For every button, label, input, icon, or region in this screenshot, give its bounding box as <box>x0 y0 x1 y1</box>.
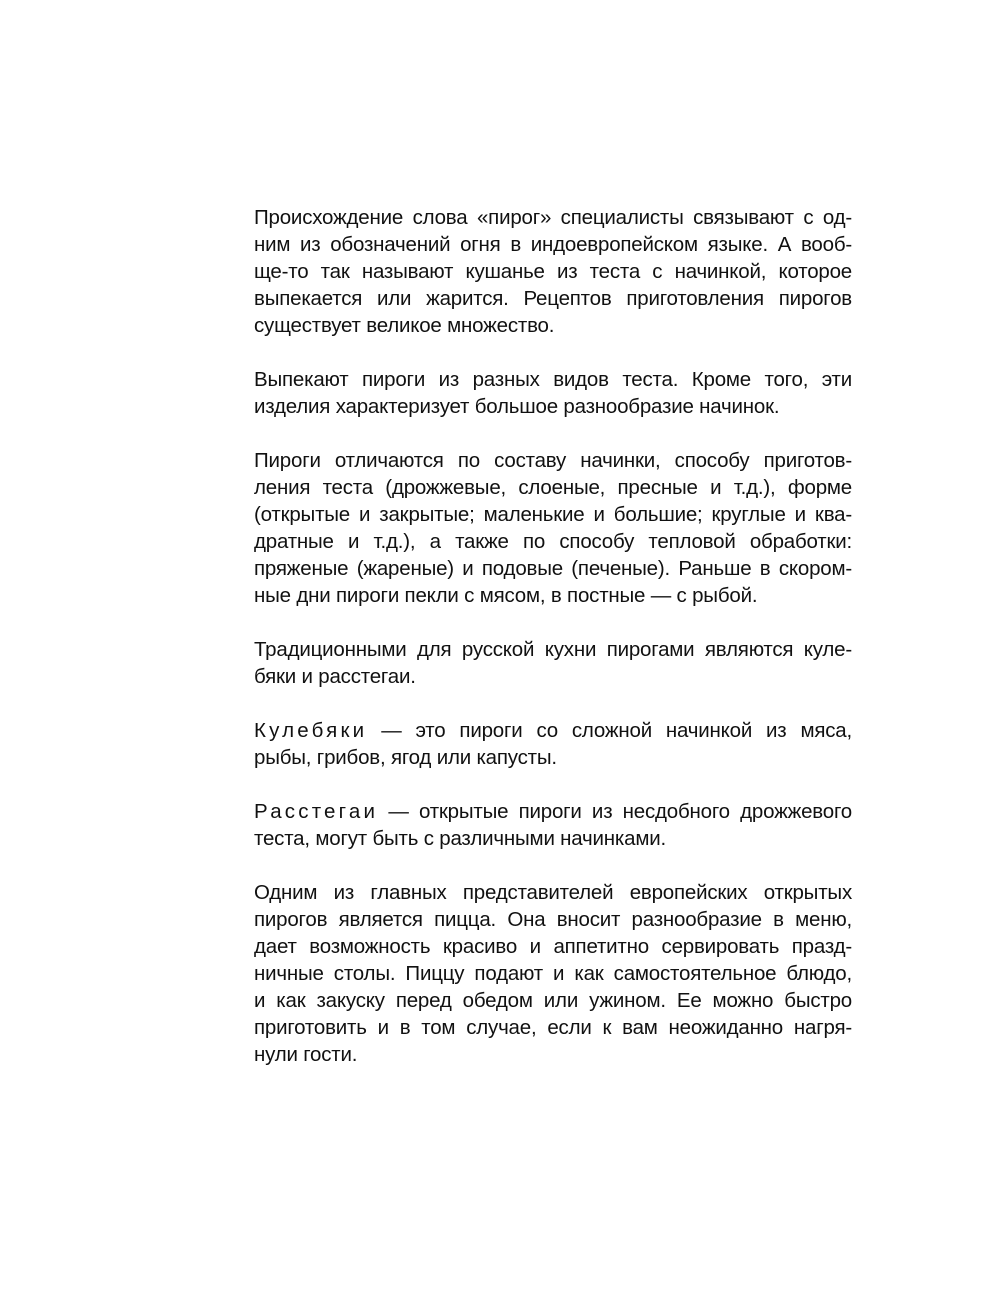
paragraph-traditional <box>254 636 852 690</box>
text-line: и как закуску перед обедом или ужином. Ее можно быстро <box>254 989 852 1012</box>
text-line: (открытые и закрытые; маленькие и большие; круглые и ква- <box>254 503 852 526</box>
text-line: пирогов является пицца. Она вносит разнообразие в меню, <box>254 908 852 931</box>
text-line: изделия характеризует большое разнообразие начинок. <box>254 395 780 418</box>
text-line: Выпекают пироги из разных видов теста. Кроме того, эти <box>254 368 852 391</box>
text-line: Традиционными для русской кухни пирогами являются куле- <box>254 638 852 661</box>
text-line: ним из обозначений огня в индоевропейском языке. А вооб- <box>254 233 852 256</box>
text-line <box>254 798 852 825</box>
term-rasstegai: Расстегаи <box>254 800 379 823</box>
paragraph-rasstegai <box>254 798 852 852</box>
text-line: теста, могут быть с различными начинками. <box>254 827 666 850</box>
text-line: существует великое множество. <box>254 314 555 337</box>
text-line: выпекается или жарится. Рецептов приготовления пирогов <box>254 287 852 310</box>
paragraph-pizza <box>254 879 852 1068</box>
term-kulebyaki: Кулебяки <box>254 719 368 742</box>
paragraph-kulebyaki <box>254 717 852 771</box>
text-line: пряженые (жареные) и подовые (печеные). Раньше в скором- <box>254 557 852 580</box>
text-line: Происхождение слова «пирог» специалисты связывают с од- <box>254 206 852 229</box>
text-line: дает возможность красиво и аппетитно сервировать празд- <box>254 935 852 958</box>
text-line: ничные столы. Пиццу подают и как самостоятельное блюдо, <box>254 962 852 985</box>
text-line: нули гости. <box>254 1043 358 1066</box>
text-line: ления теста (дрожжевые, слоеные, пресные и т.д.), форме <box>254 476 852 499</box>
text-line: бяки и расстегаи. <box>254 665 416 688</box>
text-line <box>254 717 852 744</box>
text-line: приготовить и в том случае, если к вам неожиданно нагря- <box>254 1016 852 1039</box>
paragraph-classification <box>254 447 852 609</box>
text-line: ные дни пироги пекли с мясом, в постные — с рыбой. <box>254 584 758 607</box>
text-line: ще-то так называют кушанье из теста с начинкой, которое <box>254 260 852 283</box>
definition-text: — открытые пироги из несдобного дрожжевого <box>378 800 852 823</box>
paragraph-origin <box>254 204 852 339</box>
definition-text: — это пироги со сложной начинкой из мяса, <box>367 719 852 742</box>
body-text <box>254 204 852 1095</box>
text-line: дратные и т.д.), а также по способу тепловой обработки: <box>254 530 852 553</box>
paragraph-dough <box>254 366 852 420</box>
text-line: Пироги отличаются по составу начинки, способу приготов- <box>254 449 852 472</box>
text-line: Одним из главных представителей европейских открытых <box>254 881 852 904</box>
text-line: рыбы, грибов, ягод или капусты. <box>254 746 557 769</box>
